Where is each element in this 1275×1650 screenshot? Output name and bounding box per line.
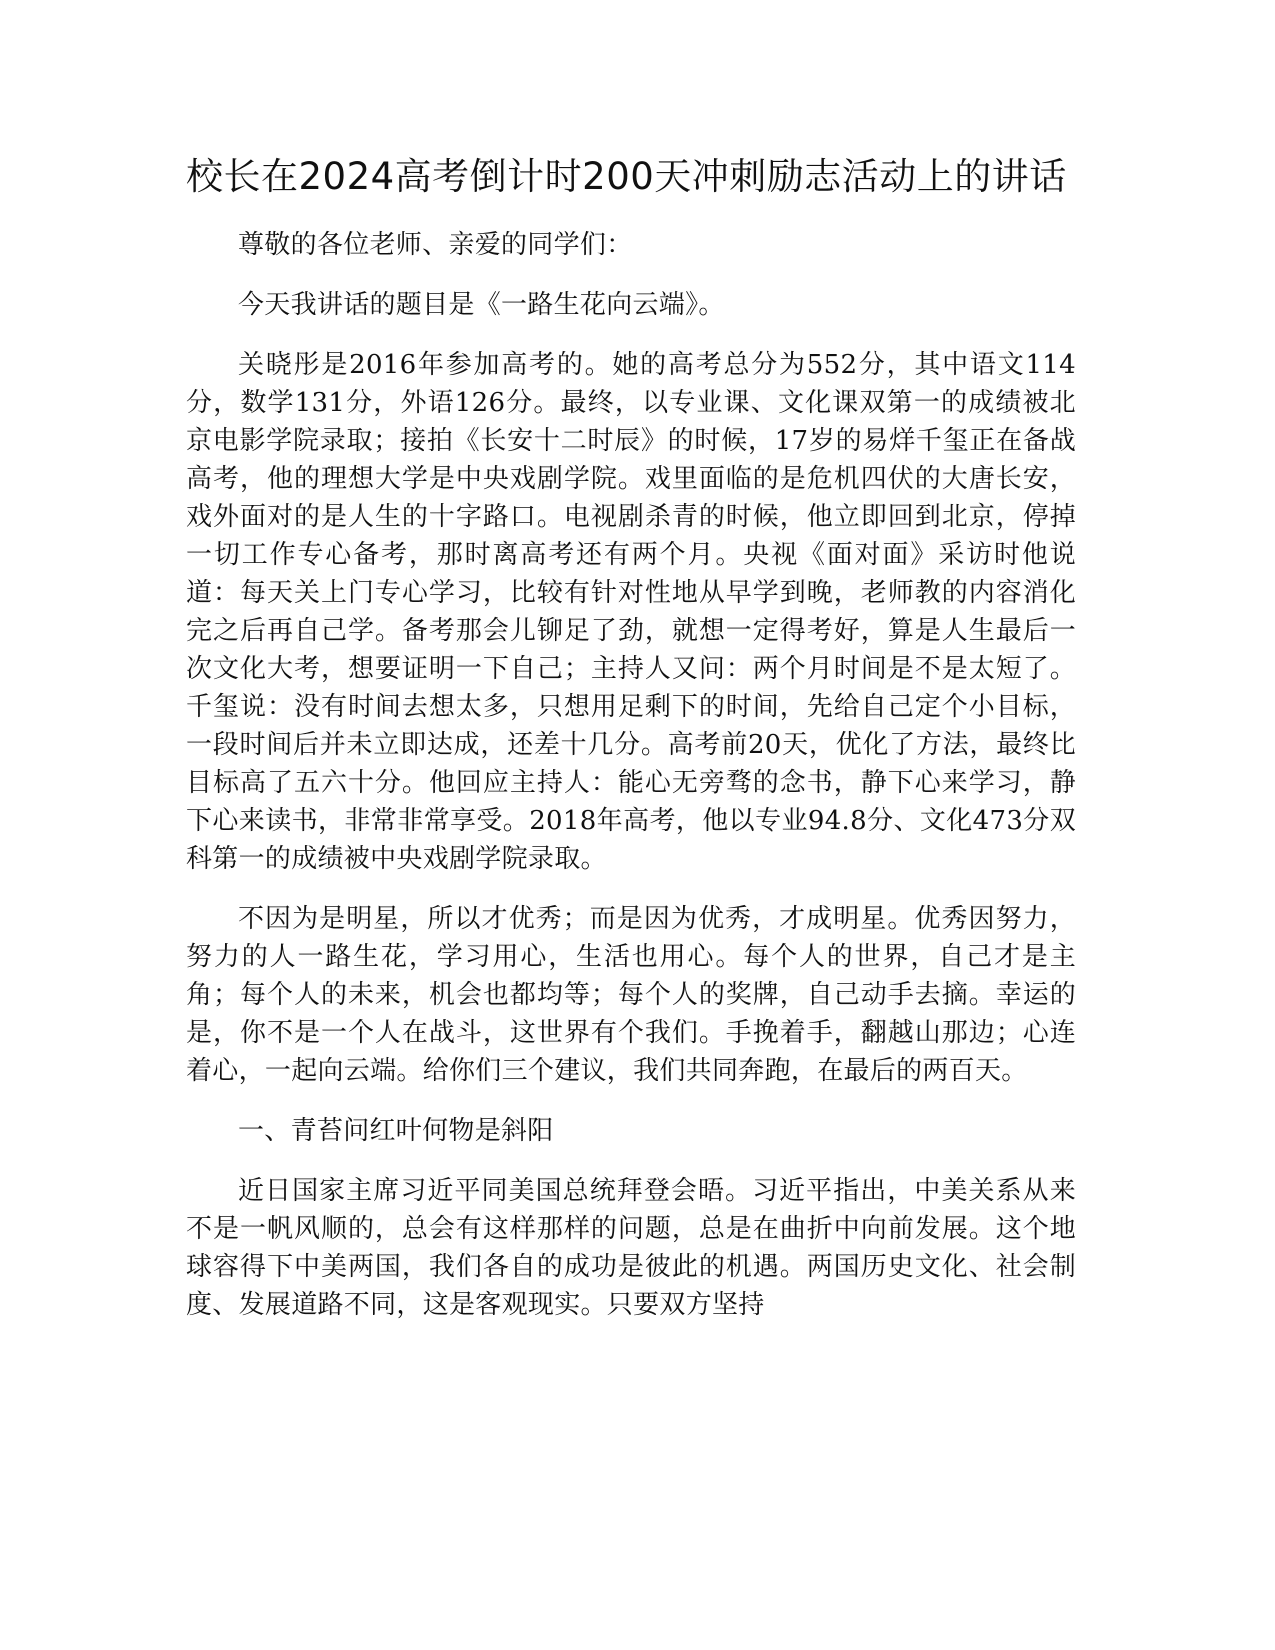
- section-heading: 一、青苔问红叶何物是斜阳: [238, 1116, 554, 1146]
- document-title: 校长在2024高考倒计时200天冲刺励志活动上的讲话: [186, 155, 1067, 198]
- document-page: [186, 148, 1076, 1346]
- speech-topic: 今天我讲话的题目是《一路生花向云端》。: [238, 290, 725, 320]
- salutation: 尊敬的各位老师、亲爱的同学们：: [238, 230, 633, 260]
- body-paragraph: 关晓彤是2016年参加高考的。她的高考总分为552分，其中语文114分，数学131分，外语126分。最终，以专业课、文化课双第一的成绩被北京电影学院录取；接拍《长安十二时辰》的时候，17岁的易烊千玺正在备战高考，他的理想大学是中央戏剧学院。戏里面临的是危机四伏的大唐长安，戏外面对的是人生的十字路口。电视剧杀青的时候，他立即回到北京，停掉一切工作专心备考，那时离高考还有两个月。央视《面对面》采访时他说道：每天关上门专心学习，比较有针对性地从早学到晚，老师教的内容消化完之后再自己学。备考那会儿铆足了劲，就想一定得考好，算是人生最后一次文化大考，想要证明一下自己；主持人又问：两个月时间是不是太短了。千玺说：没有时间去想太多，只想用足剩下的时间，先给自己定个小目标，一段时间后并未立即达成，还差十几分。高考前20天，优化了方法，最终比目标高了五六十分。他回应主持人：能心无旁骛的念书，静下心来学习，静下心来读书，非常非常享受。2018年高考，他以专业94.8分、文化473分双科第一的成绩被中央戏剧学院录取。: [186, 350, 1076, 874]
- body-paragraph: 近日国家主席习近平同美国总统拜登会晤。习近平指出，中美关系从来不是一帆风顺的，总会有这样那样的问题，总是在曲折中向前发展。这个地球容得下中美两国，我们各自的成功是彼此的机遇。两国历史文化、社会制度、发展道路不同，这是客观现实。只要双方坚持: [186, 1176, 1076, 1320]
- body-paragraph: 不因为是明星，所以才优秀；而是因为优秀，才成明星。优秀因努力，努力的人一路生花，学习用心，生活也用心。每个人的世界，自己才是主角；每个人的未来，机会也都均等；每个人的奖牌，自己动手去摘。幸运的是，你不是一个人在战斗，这世界有个我们。手挽着手，翻越山那边；心连着心，一起向云端。给你们三个建议，我们共同奔跑，在最后的两百天。: [186, 904, 1076, 1086]
